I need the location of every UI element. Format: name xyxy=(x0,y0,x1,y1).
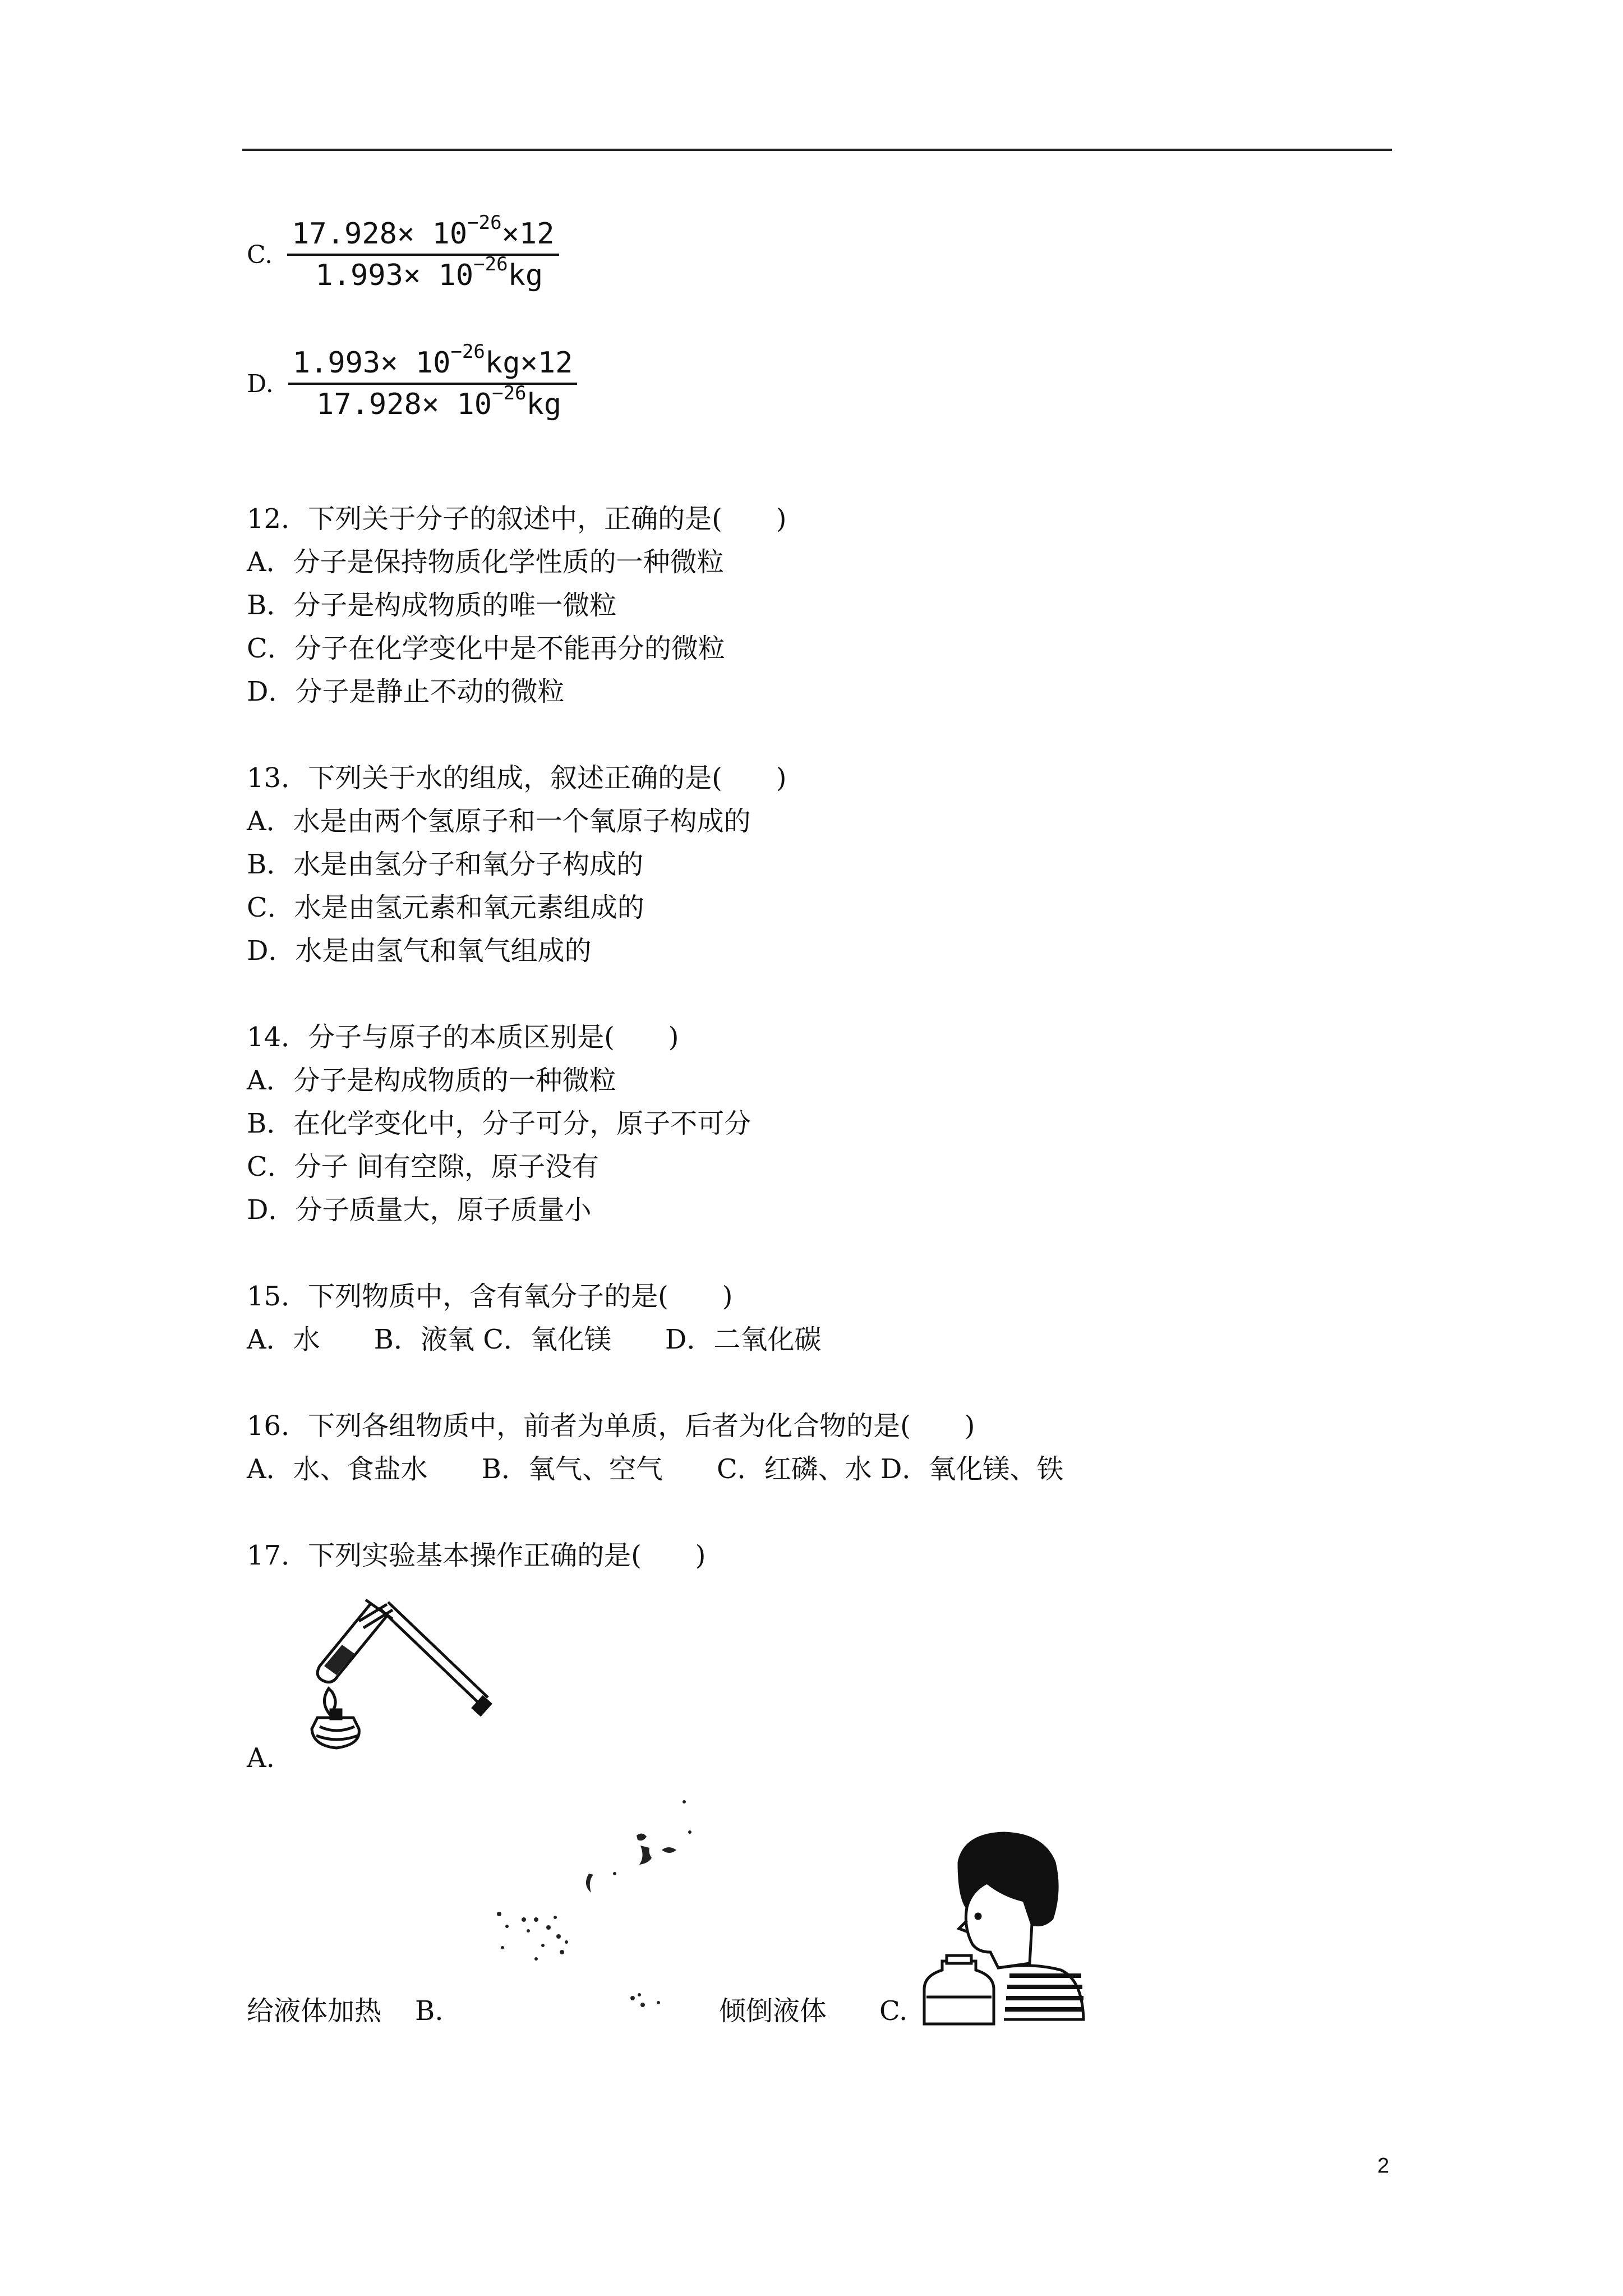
question-14-option-a: A．分子是构成物质的一种微粒 xyxy=(247,1065,616,1096)
question-12-option-b: B．分子是构成物质的唯一微粒 xyxy=(247,590,617,621)
heating-liquid-figure xyxy=(303,1582,494,1761)
option-d-denominator: $17.928\times 10^{-26}kg$ xyxy=(316,381,562,421)
question-14-stem: 14．分子与原子的本质区别是( ) xyxy=(247,1022,679,1053)
question-14-option-c: C．分子 间有空隙，原子没有 xyxy=(247,1151,599,1182)
question-13-option-b: B．水是由氢分子和氧分子构成的 xyxy=(247,849,644,880)
question-13-stem: 13．下列关于水的组成，叙述正确的是( ) xyxy=(247,762,787,794)
header-rule xyxy=(242,149,1392,151)
question-13-option-a: A．水是由两个氢原子和一个氧原子构成的 xyxy=(247,806,751,837)
figure-a-caption: 给液体加热 xyxy=(247,1995,382,2027)
question-12-stem: 12．下列关于分子的叙述中，正确的是( ) xyxy=(247,503,787,535)
figure-a-label: A. xyxy=(247,1742,275,1774)
smelling-gas-figure xyxy=(920,1829,1088,2031)
question-12-option-a: A．分子是保持物质化学性质的一种微粒 xyxy=(247,546,724,578)
option-d-label: D. xyxy=(247,369,274,398)
option-d-fraction xyxy=(247,340,577,424)
figure-b-caption: 倾倒液体 xyxy=(719,1995,827,2027)
option-c-fraction xyxy=(247,211,559,295)
option-c-label: C. xyxy=(247,240,273,269)
question-16-stem: 16．下列各组物质中，前者为单质，后者为化合物的是( ) xyxy=(247,1410,975,1442)
question-13-option-d: D．水是由氢气和氧气组成的 xyxy=(247,935,592,967)
option-c-numerator: $17.928\times 10^{-26}\times 12$ xyxy=(292,211,555,251)
question-17-stem: 17．下列实验基本操作正确的是( ) xyxy=(247,1540,706,1571)
question-14-option-d: D．分子质量大，原子质量小 xyxy=(247,1194,592,1226)
question-13-option-c: C．水是由氢元素和氧元素组成的 xyxy=(247,892,644,923)
option-d-numerator: $1.993\times 10^{-26}kg\times 12$ xyxy=(292,340,573,380)
option-c-denominator: $1.993\times 10^{-26}kg$ xyxy=(315,252,543,292)
question-15-stem: 15．下列物质中，含有氧分子的是( ) xyxy=(247,1281,733,1312)
question-14-option-b: B．在化学变化中，分子可分，原子不可分 xyxy=(247,1108,751,1139)
figure-c-label: C. xyxy=(879,1995,908,2027)
figure-b-label: B. xyxy=(415,1995,444,2027)
page-number: 2 xyxy=(1377,2154,1390,2178)
question-16-options: A．水、食盐水 B．氧气、空气 C．红磷、水 D．氧化镁、铁 xyxy=(247,1453,1064,1485)
question-15-options: A．水 B．液氧 C．氧化镁 D．二氧化碳 xyxy=(247,1324,822,1355)
question-12-option-d: D．分子是静止不动的微粒 xyxy=(247,676,565,707)
pouring-liquid-figure xyxy=(465,1789,718,2025)
question-12-option-c: C．分子在化学变化中是不能再分的微粒 xyxy=(247,633,725,664)
